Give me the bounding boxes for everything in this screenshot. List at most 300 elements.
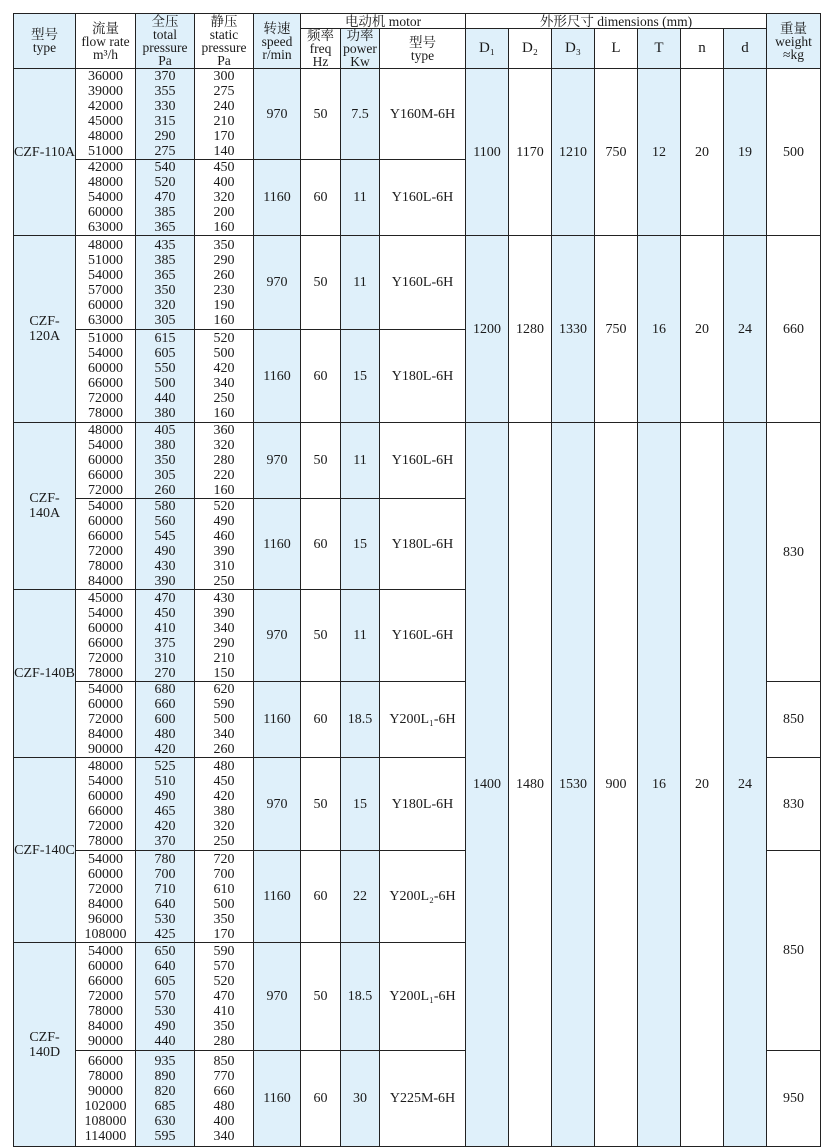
speed-value: 970 [254,69,301,160]
total-value: 890 [154,1068,176,1084]
power-value: 15 [341,330,380,423]
total-value: 375 [154,635,176,651]
flow-value: 54000 [88,944,123,959]
flow-value: 60000 [88,453,123,468]
flow-value: 51000 [88,331,123,346]
static-value: 390 [213,605,235,621]
flow-value: 90000 [88,1034,123,1049]
flow-value: 63000 [88,312,123,328]
flow-value: 78000 [88,559,123,574]
static-value: 590 [213,944,235,959]
weight-value: 500 [767,69,821,236]
dimension-value: 1100 [466,69,509,236]
header-dim: L [595,29,638,69]
static-value: 350 [213,237,235,253]
power-value: 18.5 [341,682,380,758]
flow-value: 48000 [88,237,123,253]
static-value: 500 [213,346,235,361]
static-value: 390 [213,544,235,559]
col-flow [76,499,136,590]
col-total [136,160,195,236]
motor-value: Y200L₁-6H [380,943,466,1051]
speed-value: 1160 [254,851,301,943]
header-total-pressure-line: 全压 [151,14,179,29]
flow-value: 66000 [88,376,123,391]
static-value: 620 [213,682,235,697]
static-value: 230 [213,282,235,298]
speed-value: 970 [254,590,301,682]
static-value: 400 [213,175,235,190]
total-value: 365 [154,220,176,235]
header-weight [767,14,821,69]
total-value: 305 [154,312,176,328]
col-flow [76,943,136,1051]
weight-value: 850 [767,682,821,758]
total-value: 430 [154,559,176,574]
header-total-pressure-line: total [153,27,177,42]
flow-value: 48000 [88,759,123,774]
static-value: 700 [213,866,235,882]
total-value: 465 [154,804,176,819]
speed-value: 970 [254,236,301,330]
weight-value: 660 [767,236,821,423]
static-value: 240 [213,99,235,114]
motor-value: Y225M-6H [380,1051,466,1147]
total-value: 320 [154,297,176,313]
total-value: 385 [154,252,176,268]
dimension-value: 1280 [509,236,552,423]
total-value: 470 [154,590,176,606]
header-type-line: 型号 [31,27,58,42]
col-static [195,160,254,236]
static-value: 410 [213,1004,235,1019]
total-value: 355 [154,84,176,99]
dimension-value: 24 [724,423,767,1147]
total-value: 260 [154,483,176,498]
static-value: 450 [213,160,235,175]
flow-value: 72000 [88,989,123,1004]
freq-value: 60 [301,160,341,236]
static-value: 280 [213,1034,235,1049]
static-value: 190 [213,297,235,313]
col-static [195,851,254,943]
total-value: 615 [154,331,176,346]
total-value: 305 [154,468,176,483]
total-value: 530 [154,1004,176,1019]
total-value: 680 [154,682,176,697]
total-value: 270 [154,665,176,681]
flow-value: 60000 [88,789,123,804]
header-freq-line: Hz [312,54,329,69]
static-value: 250 [213,834,235,849]
header-power [341,29,380,69]
total-value: 480 [154,727,176,742]
col-flow [76,330,136,423]
dimension-value: 1200 [466,236,509,423]
dimension-value: 12 [638,69,681,236]
flow-value: 72000 [88,712,123,727]
header-motor-type-line: type [410,47,435,63]
col-flow [76,590,136,682]
power-value: 11 [341,236,380,330]
total-value: 275 [154,144,176,159]
power-value: 22 [341,851,380,943]
fan-type: CZF-140C [14,758,76,943]
freq-value: 50 [301,758,341,851]
static-value: 360 [213,423,235,438]
total-value: 390 [154,574,176,589]
static-value: 340 [213,1128,235,1144]
static-value: 500 [213,896,235,912]
col-flow [76,851,136,943]
static-value: 520 [213,331,235,346]
header-static-pressure-line: Pa [217,53,231,68]
flow-value: 78000 [88,834,123,849]
static-value: 380 [213,804,235,819]
header-flow-rate-line: m³/h [92,46,119,62]
header-static-pressure [195,14,254,69]
header-dim: n [681,29,724,69]
flow-value: 54000 [88,499,123,514]
total-value: 380 [154,406,176,421]
total-value: 630 [154,1113,176,1129]
col-total [136,590,195,682]
header-power-line: 功率 [346,28,374,43]
fan-type: CZF-110A [14,69,76,236]
power-value: 7.5 [341,69,380,160]
speed-value: 1160 [254,682,301,758]
flow-value: 48000 [88,423,123,438]
weight-value: 850 [767,851,821,1051]
col-flow [76,423,136,499]
static-value: 420 [213,789,235,804]
dimension-value: 20 [681,69,724,236]
header-speed [254,14,301,69]
total-value: 420 [154,742,176,757]
total-value: 700 [154,866,176,882]
header-type-line: type [32,40,57,55]
power-value: 30 [341,1051,380,1147]
total-value: 330 [154,99,176,114]
static-value: 320 [213,438,235,453]
flow-value: 54000 [88,605,123,621]
col-static [195,499,254,590]
static-value: 490 [213,514,235,529]
total-value: 580 [154,499,176,514]
flow-value: 48000 [88,129,123,144]
table-row [14,69,821,160]
col-total [136,758,195,851]
table-row [14,423,821,499]
static-value: 400 [213,1113,235,1129]
static-value: 340 [213,620,235,636]
total-value: 640 [154,896,176,912]
col-flow [76,160,136,236]
flow-value: 96000 [88,911,123,927]
flow-value: 72000 [88,483,123,498]
total-value: 685 [154,1098,176,1114]
static-value: 160 [213,312,235,328]
dimension-value: 16 [638,423,681,1147]
weight-value: 830 [767,423,821,682]
col-flow [76,69,136,160]
speed-value: 970 [254,758,301,851]
freq-value: 50 [301,236,341,330]
static-value: 140 [213,144,235,159]
col-total [136,236,195,330]
dimension-value: 1530 [552,423,595,1147]
col-flow [76,758,136,851]
static-value: 660 [213,1083,235,1099]
static-value: 220 [213,468,235,483]
static-value: 590 [213,697,235,712]
total-value: 510 [154,774,176,789]
total-value: 545 [154,529,176,544]
flow-value: 72000 [88,391,123,406]
header-type [14,14,76,69]
total-value: 595 [154,1128,176,1144]
total-value: 650 [154,944,176,959]
header-motor: 电动机 motor [301,14,466,29]
flow-value: 66000 [88,468,123,483]
flow-value: 66000 [88,974,123,989]
flow-value: 42000 [88,160,123,175]
header-weight-line: 重量 [780,20,807,36]
header-flow-rate-line: flow rate [81,33,130,49]
col-total [136,69,195,160]
header-dim: d [724,29,767,69]
dimension-value: 750 [595,236,638,423]
total-value: 550 [154,361,176,376]
static-value: 340 [213,376,235,391]
power-value: 11 [341,160,380,236]
flow-value: 45000 [88,114,123,129]
flow-value: 72000 [88,650,123,666]
col-static [195,682,254,758]
col-flow [76,236,136,330]
static-value: 160 [213,220,235,235]
total-value: 470 [154,190,176,205]
header-total-pressure-line: pressure [142,40,188,55]
speed-value: 1160 [254,499,301,590]
flow-value: 45000 [88,590,123,606]
static-value: 170 [213,926,235,942]
total-value: 500 [154,376,176,391]
motor-value: Y200L₁-6H [380,682,466,758]
total-value: 350 [154,282,176,298]
header-dim: D₁ [466,29,509,69]
total-value: 290 [154,129,176,144]
static-value: 520 [213,499,235,514]
static-value: 340 [213,727,235,742]
dimension-value: 1330 [552,236,595,423]
flow-value: 72000 [88,819,123,834]
flow-value: 66000 [88,804,123,819]
col-static [195,1051,254,1147]
static-value: 170 [213,129,235,144]
flow-value: 51000 [88,144,123,159]
total-value: 935 [154,1053,176,1069]
static-value: 250 [213,574,235,589]
total-value: 405 [154,423,176,438]
flow-value: 54000 [88,851,123,867]
weight-value: 830 [767,758,821,851]
flow-value: 60000 [88,697,123,712]
flow-value: 60000 [88,620,123,636]
freq-value: 60 [301,1051,341,1147]
freq-value: 50 [301,69,341,160]
speed-value: 1160 [254,330,301,423]
flow-value: 72000 [88,881,123,897]
total-value: 570 [154,989,176,1004]
dimension-value: 1170 [509,69,552,236]
dimension-value: 19 [724,69,767,236]
total-value: 350 [154,453,176,468]
motor-value: Y180L-6H [380,499,466,590]
static-value: 430 [213,590,235,606]
total-value: 600 [154,712,176,727]
static-value: 260 [213,742,235,757]
total-value: 640 [154,959,176,974]
flow-value: 78000 [88,406,123,421]
static-value: 210 [213,114,235,129]
header-speed-line: 转速 [263,20,291,36]
flow-value: 84000 [88,896,123,912]
total-value: 820 [154,1083,176,1099]
total-value: 450 [154,605,176,621]
static-value: 210 [213,650,235,666]
header-weight-line: weight [775,33,812,49]
col-static [195,236,254,330]
static-value: 260 [213,267,235,283]
flow-value: 54000 [88,774,123,789]
fan-spec-table [13,13,821,1147]
static-value: 470 [213,989,235,1004]
static-value: 275 [213,84,235,99]
total-value: 420 [154,819,176,834]
dimension-value: 16 [638,236,681,423]
total-value: 425 [154,926,176,942]
freq-value: 60 [301,851,341,943]
col-flow [76,1051,136,1147]
flow-value: 60000 [88,205,123,220]
dimension-value: 900 [595,423,638,1147]
total-value: 530 [154,911,176,927]
static-value: 610 [213,881,235,897]
freq-value: 60 [301,499,341,590]
col-total [136,499,195,590]
col-total [136,851,195,943]
header-dim: D₃ [552,29,595,69]
flow-value: 84000 [88,1019,123,1034]
flow-value: 51000 [88,252,123,268]
static-value: 200 [213,205,235,220]
header-motor-type [380,29,466,69]
total-value: 490 [154,544,176,559]
flow-value: 84000 [88,727,123,742]
col-flow [76,682,136,758]
static-value: 300 [213,69,235,84]
flow-value: 78000 [88,1068,123,1084]
flow-value: 90000 [88,742,123,757]
total-value: 780 [154,851,176,867]
static-value: 720 [213,851,235,867]
header-static-pressure-line: static [209,27,239,42]
total-value: 365 [154,267,176,283]
static-value: 310 [213,559,235,574]
motor-value: Y160L-6H [380,423,466,499]
header-freq [301,29,341,69]
col-static [195,423,254,499]
total-value: 440 [154,391,176,406]
flow-value: 66000 [88,635,123,651]
total-value: 560 [154,514,176,529]
power-value: 11 [341,590,380,682]
fan-type: CZF-140D [14,943,76,1147]
freq-value: 50 [301,423,341,499]
power-value: 15 [341,499,380,590]
table-row [14,236,821,330]
dimension-value: 20 [681,423,724,1147]
flow-value: 60000 [88,514,123,529]
static-value: 280 [213,453,235,468]
flow-value: 54000 [88,438,123,453]
col-total [136,1051,195,1147]
static-value: 320 [213,190,235,205]
static-value: 520 [213,974,235,989]
dimension-value: 1480 [509,423,552,1147]
total-value: 605 [154,346,176,361]
static-value: 320 [213,819,235,834]
header-power-line: power [343,41,377,56]
static-value: 350 [213,1019,235,1034]
total-value: 370 [154,69,176,84]
static-value: 290 [213,252,235,268]
header-total-pressure [136,14,195,69]
header-static-pressure-line: pressure [201,40,247,55]
flow-value: 60000 [88,361,123,376]
col-total [136,423,195,499]
static-value: 460 [213,529,235,544]
static-value: 150 [213,665,235,681]
total-value: 410 [154,620,176,636]
flow-value: 63000 [88,220,123,235]
flow-value: 54000 [88,267,123,283]
col-static [195,758,254,851]
power-value: 15 [341,758,380,851]
freq-value: 60 [301,682,341,758]
flow-value: 36000 [88,69,123,84]
speed-value: 970 [254,943,301,1051]
motor-value: Y160L-6H [380,236,466,330]
total-value: 710 [154,881,176,897]
dimension-value: 20 [681,236,724,423]
dimension-value: 750 [595,69,638,236]
flow-value: 60000 [88,959,123,974]
static-value: 570 [213,959,235,974]
dimension-value: 24 [724,236,767,423]
weight-value: 950 [767,1051,821,1147]
flow-value: 54000 [88,346,123,361]
header-dim: T [638,29,681,69]
static-value: 480 [213,1098,235,1114]
fan-type: CZF-140B [14,590,76,758]
static-value: 770 [213,1068,235,1084]
freq-value: 60 [301,330,341,423]
total-value: 440 [154,1034,176,1049]
col-static [195,943,254,1051]
flow-value: 72000 [88,544,123,559]
